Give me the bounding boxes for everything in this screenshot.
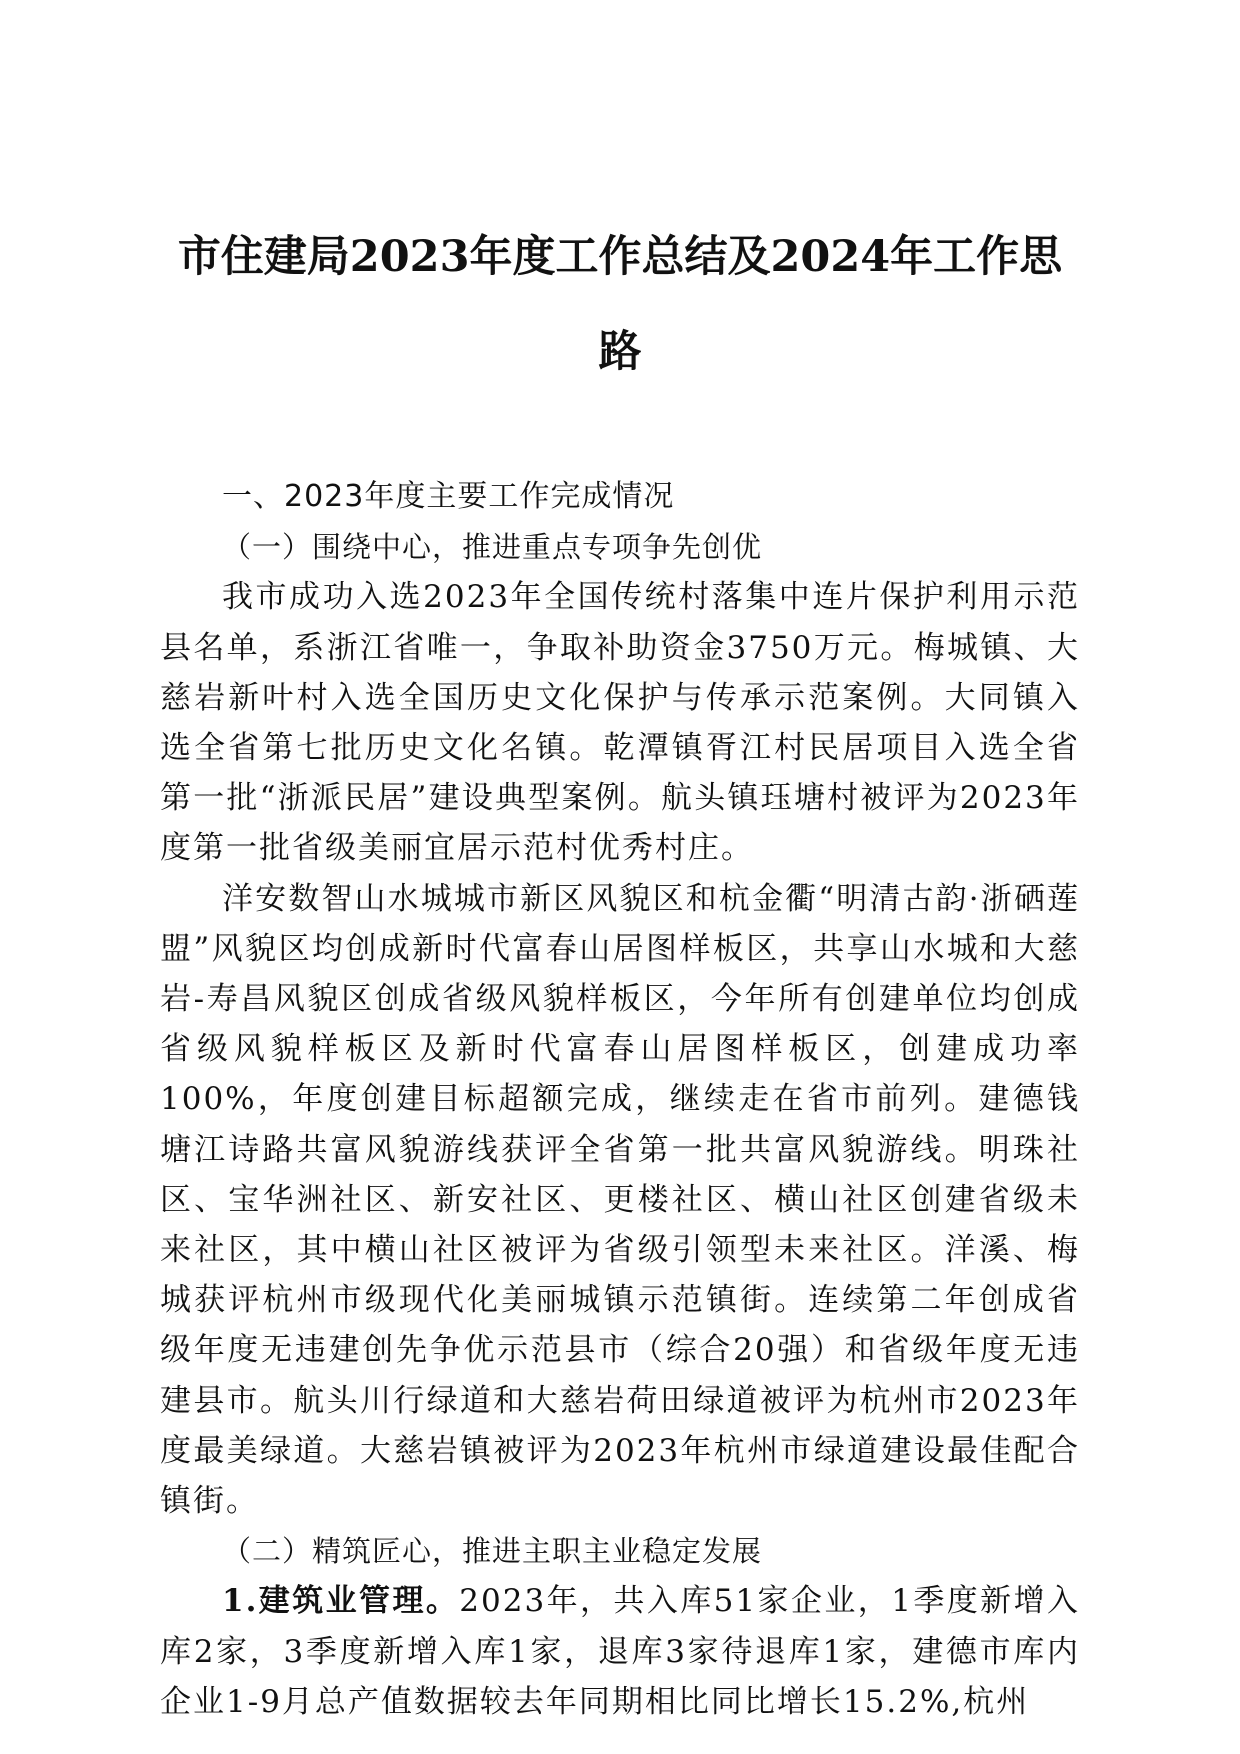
title-line-2: 路 (598, 327, 642, 377)
title-line-1: 市住建局2023年度工作总结及2024年工作思 (177, 232, 1063, 282)
paragraph-3-lead: 1.建筑业管理。 (222, 1583, 460, 1620)
document-title (160, 210, 1080, 400)
section-heading-1: 一、2023年度主要工作完成情况 (222, 479, 675, 514)
paragraph-3 (160, 1576, 1080, 1727)
paragraph-1: 我市成功入选2023年全国传统村落集中连片保护利用示范县名单，系浙江省唯一，争取补助资金3750万元。梅城镇、大慈岩新叶村入选全国历史文化保护与传承示范案例。大同镇入选全省第七批历史文化名镇。乾潭镇胥江村民居项目入选全省第一批“浙派民居”建设典型案例。航头镇珏塘村被评为2023年度第一批省级美丽宜居示范村优秀村庄。 (160, 579, 1080, 867)
subsection-heading-2: （二）精筑匠心，推进主职主业稳定发展 (222, 1534, 763, 1569)
paragraph-3-body: 2023年，共入库51家企业，1季度新增入库2家，3季度新增入库1家，退库3家待退库1家，建德市库内企业1-9月总产值数据较去年同期相比同比增长15.2%,杭州 (160, 1583, 1080, 1720)
document-body (160, 472, 1080, 1727)
paragraph-2: 洋安数智山水城城市新区风貌区和杭金衢“明清古韵·浙硒莲盟”风貌区均创成新时代富春山居图样板区，共享山水城和大慈岩-寿昌风貌区创成省级风貌样板区，今年所有创建单位均创成省级风貌样板区及新时代富春山居图样板区，创建成功率100%，年度创建目标超额完成，继续走在省市前列。建德钱塘江诗路共富风貌游线获评全省第一批共富风貌游线。明珠社区、宝华洲社区、新安社区、更楼社区、横山社区创建省级未来社区，其中横山社区被评为省级引领型未来社区。洋溪、梅城获评杭州市级现代化美丽城镇示范镇街。连续第二年创成省级年度无违建创先争优示范县市（综合20强）和省级年度无违建县市。航头川行绿道和大慈岩荷田绿道被评为杭州市2023年度最美绿道。大慈岩镇被评为2023年杭州市绿道建设最佳配合镇街。 (160, 880, 1080, 1520)
subsection-heading-1: （一）围绕中心，推进重点专项争先创优 (222, 530, 763, 565)
